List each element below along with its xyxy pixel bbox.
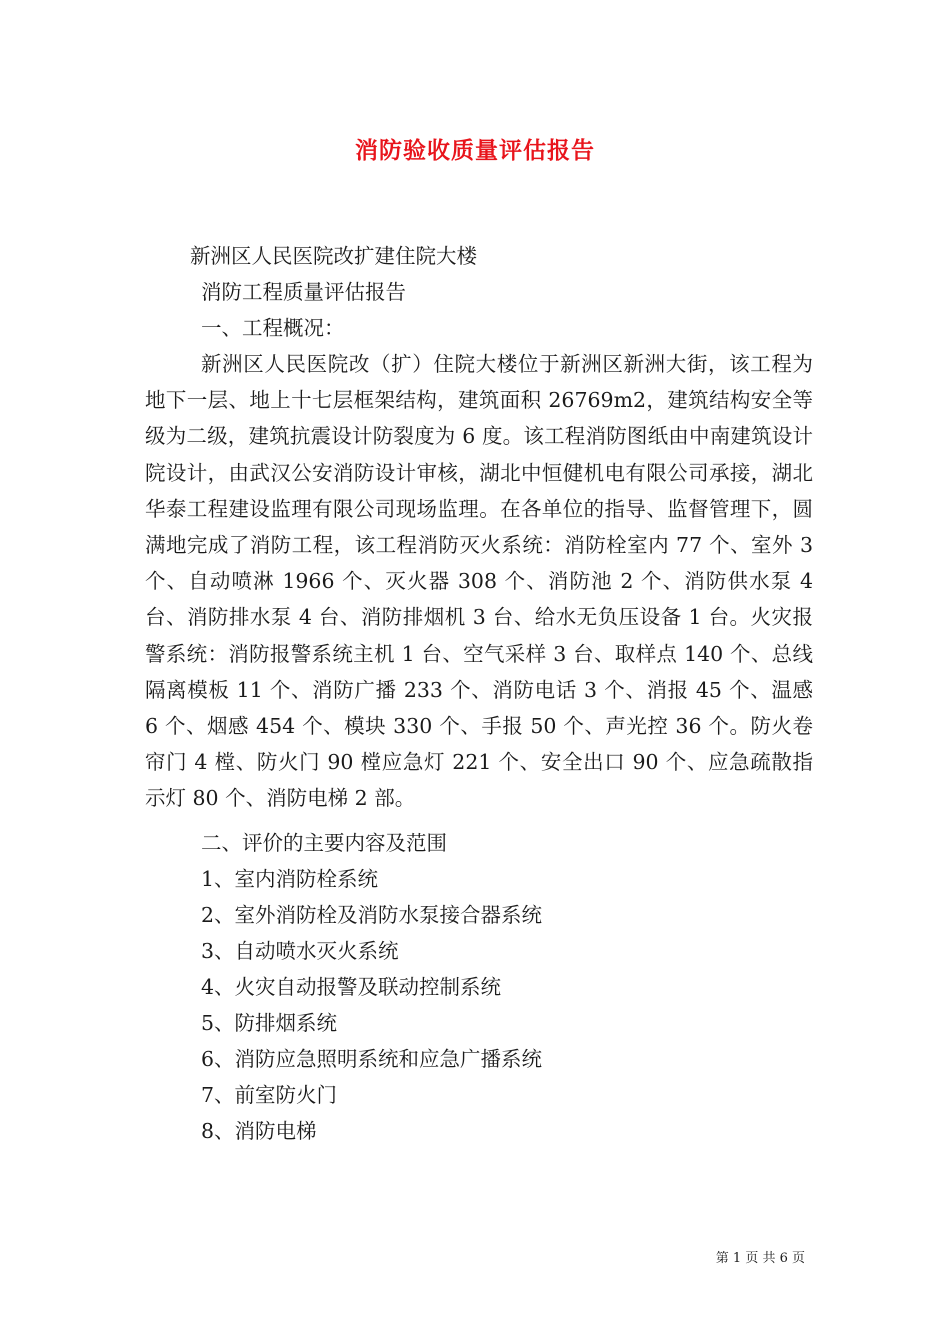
spacer xyxy=(145,817,813,825)
scope-item-8: 8、消防电梯 xyxy=(201,1118,317,1143)
scope-item-1: 1、室内消防栓系统 xyxy=(201,866,379,891)
page-number: 第 1 页 共 6 页 xyxy=(715,1251,805,1266)
section2-heading: 二、评价的主要内容及范围 xyxy=(201,830,447,855)
scope-item-2: 2、室外消防栓及消防水泵接合器系统 xyxy=(201,902,543,927)
document-body xyxy=(145,238,813,1149)
project-name: 新洲区人民医院改扩建住院大楼 xyxy=(190,244,477,268)
section1-heading: 一、工程概况： xyxy=(201,316,345,340)
scope-item-3: 3、自动喷水灭火系统 xyxy=(201,938,399,963)
document-title: 消防验收质量评估报告 xyxy=(355,137,595,164)
scope-item-6: 6、消防应急照明系统和应急广播系统 xyxy=(201,1046,543,1071)
report-name: 消防工程质量评估报告 xyxy=(201,280,406,304)
overview-paragraph: 新洲区人民医院改（扩）住院大楼位于新洲区新洲大街，该工程为地下一层、地上十七层框架结构，建筑面积 26769m2，建筑结构安全等级为二级，建筑抗震设计防裂度为 6 度。该工程消防图纸由中南建筑设计院设计，由武汉公安消防设计审核，湖北中恒健机电有限公司承接，湖北华泰工程建设监理有限公司现场监理。在各单位的指导、监督管理下，圆满地完成了消防工程，该工程消防灭火系统：消防栓室内 77 个、室外 3 个、自动喷淋 1966 个、灭火器 308 个、消防池 2 个、消防供水泵 4 台、消防排水泵 4 台、消防排烟机 3 台、给水无负压设备 1 台。火灾报警系统：消防报警系统主机 1 台、空气采样 3 台、取样点 140 个、总线隔离模板 11 个、消防广播 233 个、消防电话 3 个、消报 45 个、温感 6 个、烟感 454 个、模块 330 个、手报 50 个、声光控 36 个。防火卷帘门 4 樘、防火门 90 樘应急灯 221 个、安全出口 90 个、应急疏散指示灯 80 个、消防电梯 2 部。 xyxy=(145,352,813,811)
scope-item-4: 4、火灾自动报警及联动控制系统 xyxy=(201,974,502,999)
scope-item-7: 7、前室防火门 xyxy=(201,1082,338,1107)
scope-item-5: 5、防排烟系统 xyxy=(201,1010,338,1035)
